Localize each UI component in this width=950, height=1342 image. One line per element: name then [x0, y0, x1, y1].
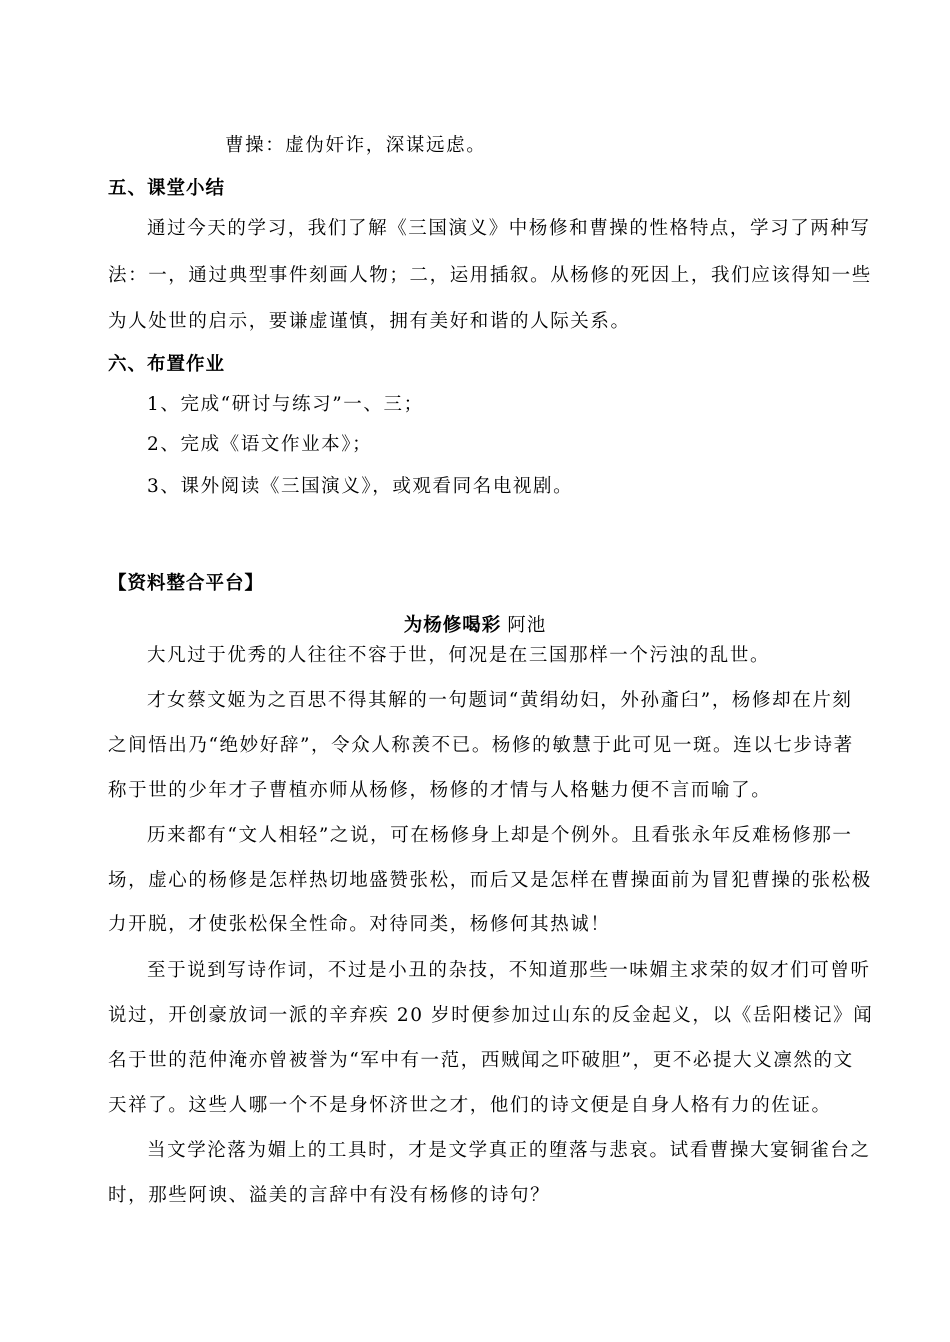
article-line: 场，虚心的杨修是怎样热切地盛赞张松，而后又是怎样在曹操面前为冒犯曹操的张松极 — [108, 870, 872, 891]
homework-item: 2、完成《语文作业本》； — [147, 434, 373, 455]
article-line: 大凡过于优秀的人往往不容于世，何况是在三国那样一个污浊的乱世。 — [147, 645, 771, 666]
homework-item: 1、完成“研讨与练习”一、三； — [147, 394, 424, 415]
article-line: 至于说到写诗作词，不过是小丑的杂技，不知道那些一味媚主求荣的奴才们可曾听 — [147, 960, 871, 981]
resource-platform-heading: 【资料整合平台】 — [108, 573, 265, 594]
caocao-trait-line: 曹操：虚伪奸诈，深谋远虑。 — [225, 135, 487, 156]
article-line: 时，那些阿谀、溢美的言辞中有没有杨修的诗句？ — [108, 1185, 551, 1206]
summary-paragraph-line: 通过今天的学习，我们了解《三国演义》中杨修和曹操的性格特点，学习了两种写 — [147, 218, 871, 239]
section-heading-homework: 六、布置作业 — [108, 354, 226, 375]
article-line: 天祥了。这些人哪一个不是身怀济世之才，他们的诗文便是自身人格有力的佐证。 — [108, 1095, 832, 1116]
article-line: 之间悟出乃“绝妙好辞”，令众人称羡不已。杨修的敏慧于此可见一斑。连以七步诗著 — [108, 735, 854, 756]
article-line: 力开脱，才使张松保全性命。对待同类，杨修何其热诚！ — [108, 914, 611, 935]
summary-paragraph-line: 法：一，通过典型事件刻画人物；二，运用插叙。从杨修的死因上，我们应该得知一些 — [108, 265, 872, 286]
homework-item: 3、课外阅读《三国演义》，或观看同名电视剧。 — [147, 476, 574, 497]
article-title: 为杨修喝彩 — [403, 615, 502, 636]
section-heading-summary: 五、课堂小结 — [108, 178, 226, 199]
article-line: 历来都有“文人相轻”之说，可在杨修身上却是个例外。且看张永年反难杨修那一 — [147, 825, 853, 846]
article-line: 称于世的少年才子曹植亦师从杨修，杨修的才情与人格魅力便不言而喻了。 — [108, 780, 772, 801]
summary-paragraph-line: 为人处世的启示，要谦虚谨慎，拥有美好和谐的人际关系。 — [108, 311, 631, 332]
article-line: 说过，开创豪放词一派的辛弃疾 20 岁时便参加过山东的反金起义，以《岳阳楼记》闻 — [108, 1005, 874, 1026]
article-line: 当文学沦落为媚上的工具时，才是文学真正的堕落与悲哀。试看曹操大宴铜雀台之 — [147, 1140, 871, 1161]
article-author: 阿池 — [507, 615, 547, 636]
article-line: 名于世的范仲淹亦曾被誉为“军中有一范，西贼闻之吓破胆”，更不必提大义凛然的文 — [108, 1050, 854, 1071]
article-title-line — [0, 613, 950, 639]
article-line: 才女蔡文姬为之百思不得其解的一句题词“黄绢幼妇，外孙齑臼”，杨修却在片刻 — [147, 690, 853, 711]
